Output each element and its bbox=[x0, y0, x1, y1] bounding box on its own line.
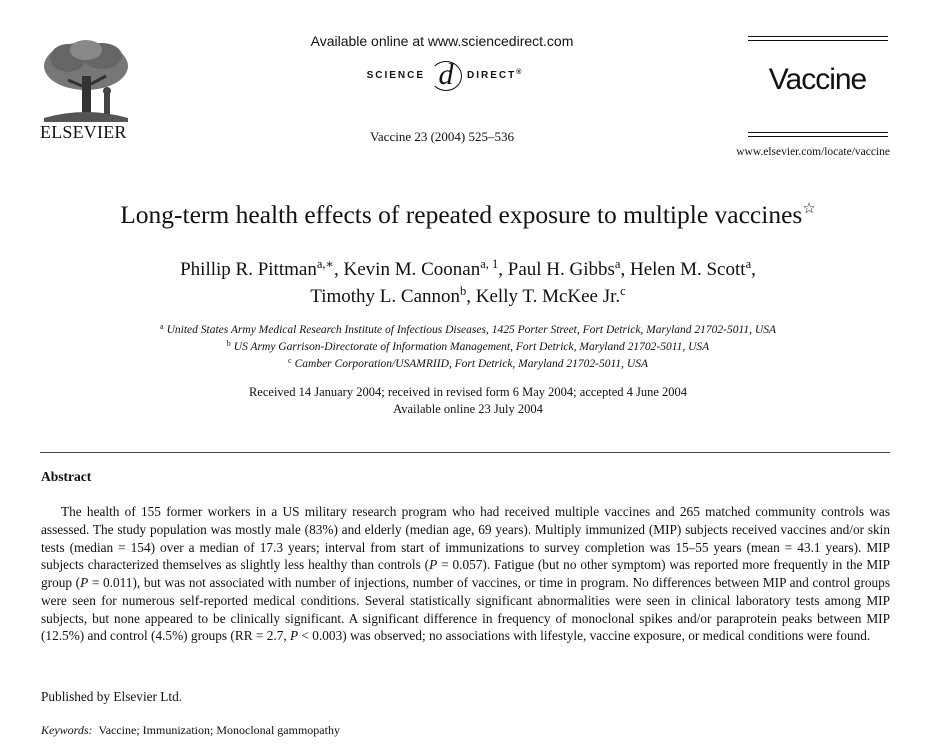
abstract-divider bbox=[40, 452, 890, 453]
journal-title: Vaccine bbox=[768, 63, 867, 96]
author-affiliation-marker[interactable]: a bbox=[745, 257, 752, 271]
author-name: Kevin M. Coonan bbox=[343, 259, 481, 280]
author-name: Kelly T. McKee Jr. bbox=[475, 286, 621, 307]
publisher-name: ELSEVIER bbox=[40, 122, 127, 142]
article-title bbox=[0, 199, 936, 231]
sciencedirect-mark-icon: d bbox=[429, 58, 463, 92]
journal-citation: Vaccine 23 (2004) 525–536 bbox=[369, 129, 515, 144]
article-history: Received 14 January 2004; received in revised form 6 May 2004; accepted 4 June 2004 bbox=[248, 385, 688, 399]
author-name: Timothy L. Cannon bbox=[310, 286, 461, 307]
journal-rule-bottom-thin bbox=[748, 132, 888, 133]
available-online-date: Available online 23 July 2004 bbox=[393, 402, 543, 416]
sciencedirect-left-word: SCIENCE bbox=[366, 69, 426, 81]
affiliation-a: $^a$ United States Army Medical Research Institute of Infectious Diseases, 1425 Porter Street, Fort Detrick, Maryland 21702-5011, USA bbox=[160, 322, 776, 336]
affiliation-b: $^b$ US Army Garrison-Directorate of Information Management, Fort Detrick, Maryland 21702-5011, USA bbox=[226, 339, 710, 353]
author-affiliation-marker[interactable]: a bbox=[614, 257, 621, 271]
journal-url-link[interactable]: www.elsevier.com/locate/vaccine bbox=[736, 146, 890, 158]
journal-rule-top-thin bbox=[748, 40, 888, 41]
abstract-heading: Abstract bbox=[41, 469, 92, 484]
author-affiliation-marker[interactable]: a,∗ bbox=[316, 257, 335, 271]
article-title-text: Long-term health effects of repeated exposure to multiple vaccines bbox=[120, 200, 803, 229]
author-name: Helen M. Scott bbox=[629, 259, 746, 280]
journal-rule-bottom bbox=[748, 136, 888, 137]
sciencedirect-right-word: DIRECT® bbox=[467, 69, 524, 81]
sciencedirect-logo bbox=[340, 58, 550, 92]
author-list: Phillip R. Pittman$^{a,∗}$, Kevin M. Coonan$^{a, 1}$, Paul H. Gibbs$^a$, Helen M. Scott$^a$, Timothy L. Cannon$^b$, Kelly T. McKee Jr.$^c$ bbox=[180, 257, 756, 307]
keywords-label: Keywords: bbox=[41, 723, 93, 737]
affiliation-c: $^c$ Camber Corporation/USAMRIID, Fort Detrick, Maryland 21702-5011, USA bbox=[288, 356, 648, 370]
abstract-body: The health of 155 former workers in a US military research program who had received multiple vaccines and 265 matched community controls was assessed. The study population was mostly male (83%) and elderly (median age, 69 years). Multiply immunized (MIP) subjects received vaccines and/or skin tests (median = 154) over a median of 17.3 years; interval from start of immunizations to survey completion was 15–55 years (mean = 43.1 years). MIP subjects characterized themselves as slightly less healthy than controls (P = 0.057). Fatigue (but no other symptom) was reported more frequently in the MIP group (P = 0.011), but was not associated with number of injections, number of vaccines, or time in program. No differences between MIP and control groups were seen for numerous self-reported medical conditions. Several statistically significant abnormalities were seen in clinical laboratory tests among MIP subjects, but none appeared to be clinically significant. A significant difference in frequency of monoclonal spikes and/or paraprotein peaks between MIP (12.5%) and control (4.5%) groups (RR = 2.7, P < 0.003) was observed; no associations with lifestyle, vaccine exposure, or medical conditions were found. bbox=[41, 504, 890, 644]
keywords bbox=[41, 723, 340, 738]
author-affiliation-marker[interactable]: a, 1 bbox=[480, 257, 499, 271]
author-affiliation-marker[interactable]: c bbox=[620, 284, 626, 298]
author-name: Paul H. Gibbs bbox=[507, 259, 615, 280]
author-name: Phillip R. Pittman bbox=[180, 259, 317, 280]
journal-rule-top bbox=[748, 36, 888, 37]
publisher-statement: Published by Elsevier Ltd. bbox=[41, 689, 183, 704]
available-online-notice: Available online at www.sciencedirect.com bbox=[310, 33, 574, 49]
keywords-list: Vaccine; Immunization; Monoclonal gammopathy bbox=[98, 723, 340, 737]
title-footnote-star-icon[interactable]: ☆ bbox=[802, 201, 816, 217]
author-affiliation-marker[interactable]: b bbox=[460, 284, 467, 298]
